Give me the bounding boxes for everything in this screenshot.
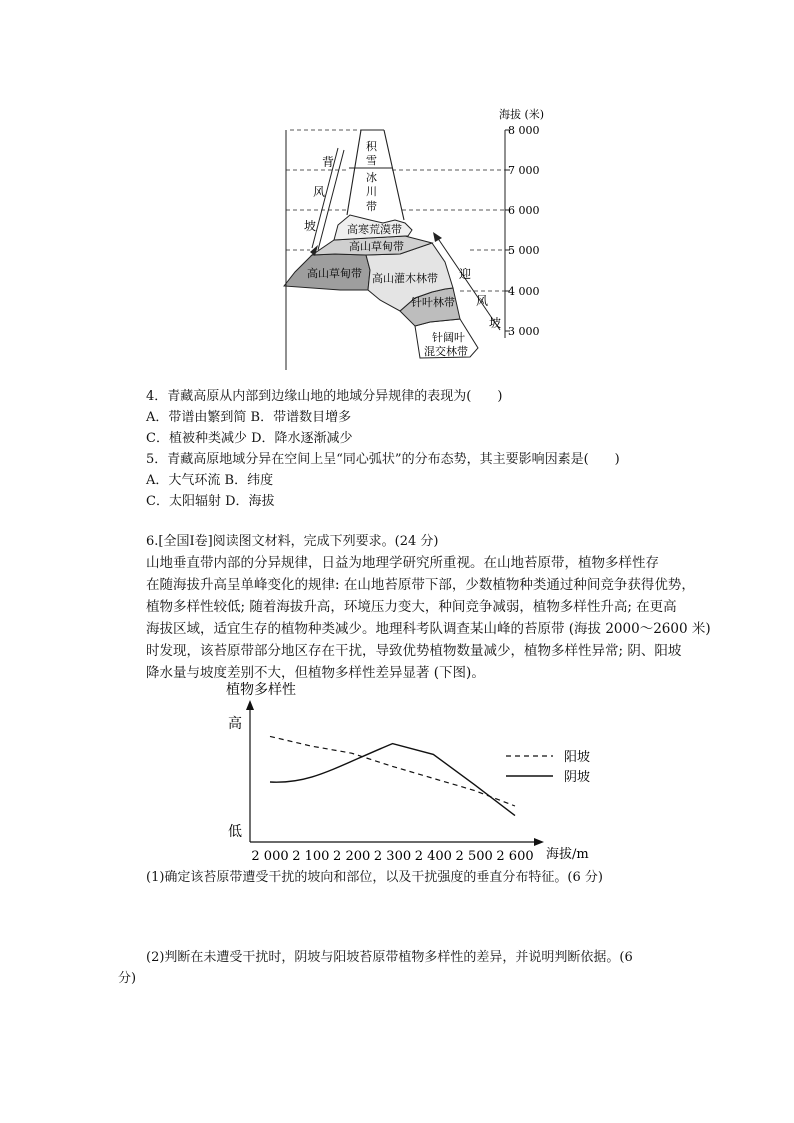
chart-y-low-label: 低 — [228, 824, 242, 840]
chart-xlabel: 海拔/m — [546, 847, 589, 862]
q6-paragraph-line: 时发现，该苔原带部分地区存在干扰，导致优势植物数量减少，植物多样性异常; 阴、阳坡 — [146, 643, 682, 659]
alpine-meadow-left-label: 高山草甸带 — [307, 267, 362, 280]
q6-paragraph-line: 降水量与坡度差别不大，但植物多样性差异显著 (下图)。 — [146, 665, 485, 681]
q6-sub2-line1: (2)判断在未遭受干扰时，阴坡与阳坡苔原带植物多样性的差异，并说明判断依据。(6 — [146, 950, 633, 965]
alpine-shrub-label: 高山灌木林带 — [372, 272, 438, 285]
chart-y-arrow — [246, 700, 254, 710]
q6-sub2-line2: 分) — [118, 971, 137, 986]
altitude-tick: 3 000 — [508, 325, 540, 338]
q6-paragraph-line: 在随海拔升高呈单峰变化的规律: 在山地苔原带下部，少数植物种类通过种间竞争获得优势， — [146, 577, 695, 593]
q4-stem: 4．青藏高原从内部到边缘山地的地域分异规律的表现为( ) — [146, 389, 503, 404]
x-tick-label: 2 400 — [414, 849, 452, 864]
alpine-meadow-upper-label: 高山草甸带 — [349, 240, 404, 253]
snow-band-label: 积 — [366, 140, 377, 153]
windward-label: 风 — [476, 294, 489, 308]
q5-stem: 5．青藏高原地域分异在空间上呈“同心弧状”的分布态势，其主要影响因素是( ) — [146, 452, 620, 467]
q6-paragraph-line: 山地垂直带内部的分异规律，日益为地理学研究所重视。在山地苔原带，植物多样性存 — [146, 555, 659, 571]
q5-option-ab: A．大气环流 B．纬度 — [146, 473, 274, 488]
mixed-forest-label: 针阔叶 — [432, 331, 465, 344]
chart-x-arrow — [534, 838, 544, 846]
windward-label: 坡 — [489, 316, 502, 330]
legend-label-yin: 阴坡 — [564, 770, 591, 785]
snow-band-label: 川 — [366, 185, 377, 198]
leeward-label: 背 — [322, 155, 335, 169]
snow-band-label: 带 — [366, 200, 377, 213]
x-tick-label: 2 300 — [373, 849, 412, 864]
alpine-desert-label: 高寒荒漠带 — [347, 223, 402, 236]
legend-label-yang: 阳坡 — [564, 750, 591, 765]
altitude-axis-label: 海拔 (米) — [499, 108, 545, 121]
q6-paragraph-line: 海拔区域，适宜生存的植物种类减少。地理科考队调查某山峰的苔原带 (海拔 2000～2600 米) — [146, 621, 711, 637]
x-tick-label: 2 600 — [496, 849, 534, 864]
series-line-yin — [270, 744, 515, 816]
leeward-label: 风 — [313, 185, 326, 199]
altitude-tick: 8 000 — [508, 124, 540, 137]
series-line-yang — [270, 736, 515, 806]
snow-band-label: 雪 — [366, 154, 377, 167]
altitude-tick: 5 000 — [508, 244, 540, 257]
q4-option-ab: A．带谱由繁到简 B．带谱数目增多 — [146, 410, 352, 425]
x-tick-label: 2 000 — [251, 849, 289, 864]
q4-option-cd: C．植被种类减少 D．降水逐渐减少 — [146, 431, 353, 446]
chart-y-high-label: 高 — [228, 716, 242, 732]
leeward-label: 坡 — [304, 219, 317, 233]
mixed-forest-label: 混交林带 — [424, 345, 468, 358]
windward-label: 迎 — [459, 267, 472, 281]
coniferous-label: 针叶林带 — [411, 296, 455, 309]
altitude-tick: 4 000 — [508, 285, 540, 298]
q6-paragraph-line: 植物多样性较低; 随着海拔升高，环境压力变大，种间竞争减弱，植物多样性升高; 在更高 — [146, 599, 677, 615]
x-tick-label: 2 200 — [333, 849, 371, 864]
q5-option-cd: C．太阳辐射 D．海拔 — [146, 494, 275, 509]
x-tick-label: 2 500 — [455, 849, 493, 864]
q6-title: 6.[全国Ⅰ卷]阅读图文材料，完成下列要求。(24 分) — [146, 534, 439, 549]
snow-band-label: 冰 — [366, 171, 377, 184]
vertical-zonation-figure — [270, 100, 550, 375]
x-tick-label: 2 100 — [292, 849, 330, 864]
q6-sub1: (1)确定该苔原带遭受干扰的坡向和部位，以及干扰强度的垂直分布特征。(6 分) — [146, 870, 603, 885]
altitude-tick: 7 000 — [508, 164, 540, 177]
plant-diversity-chart — [210, 676, 610, 866]
chart-ylabel: 植物多样性 — [226, 682, 296, 698]
altitude-tick: 6 000 — [508, 204, 540, 217]
